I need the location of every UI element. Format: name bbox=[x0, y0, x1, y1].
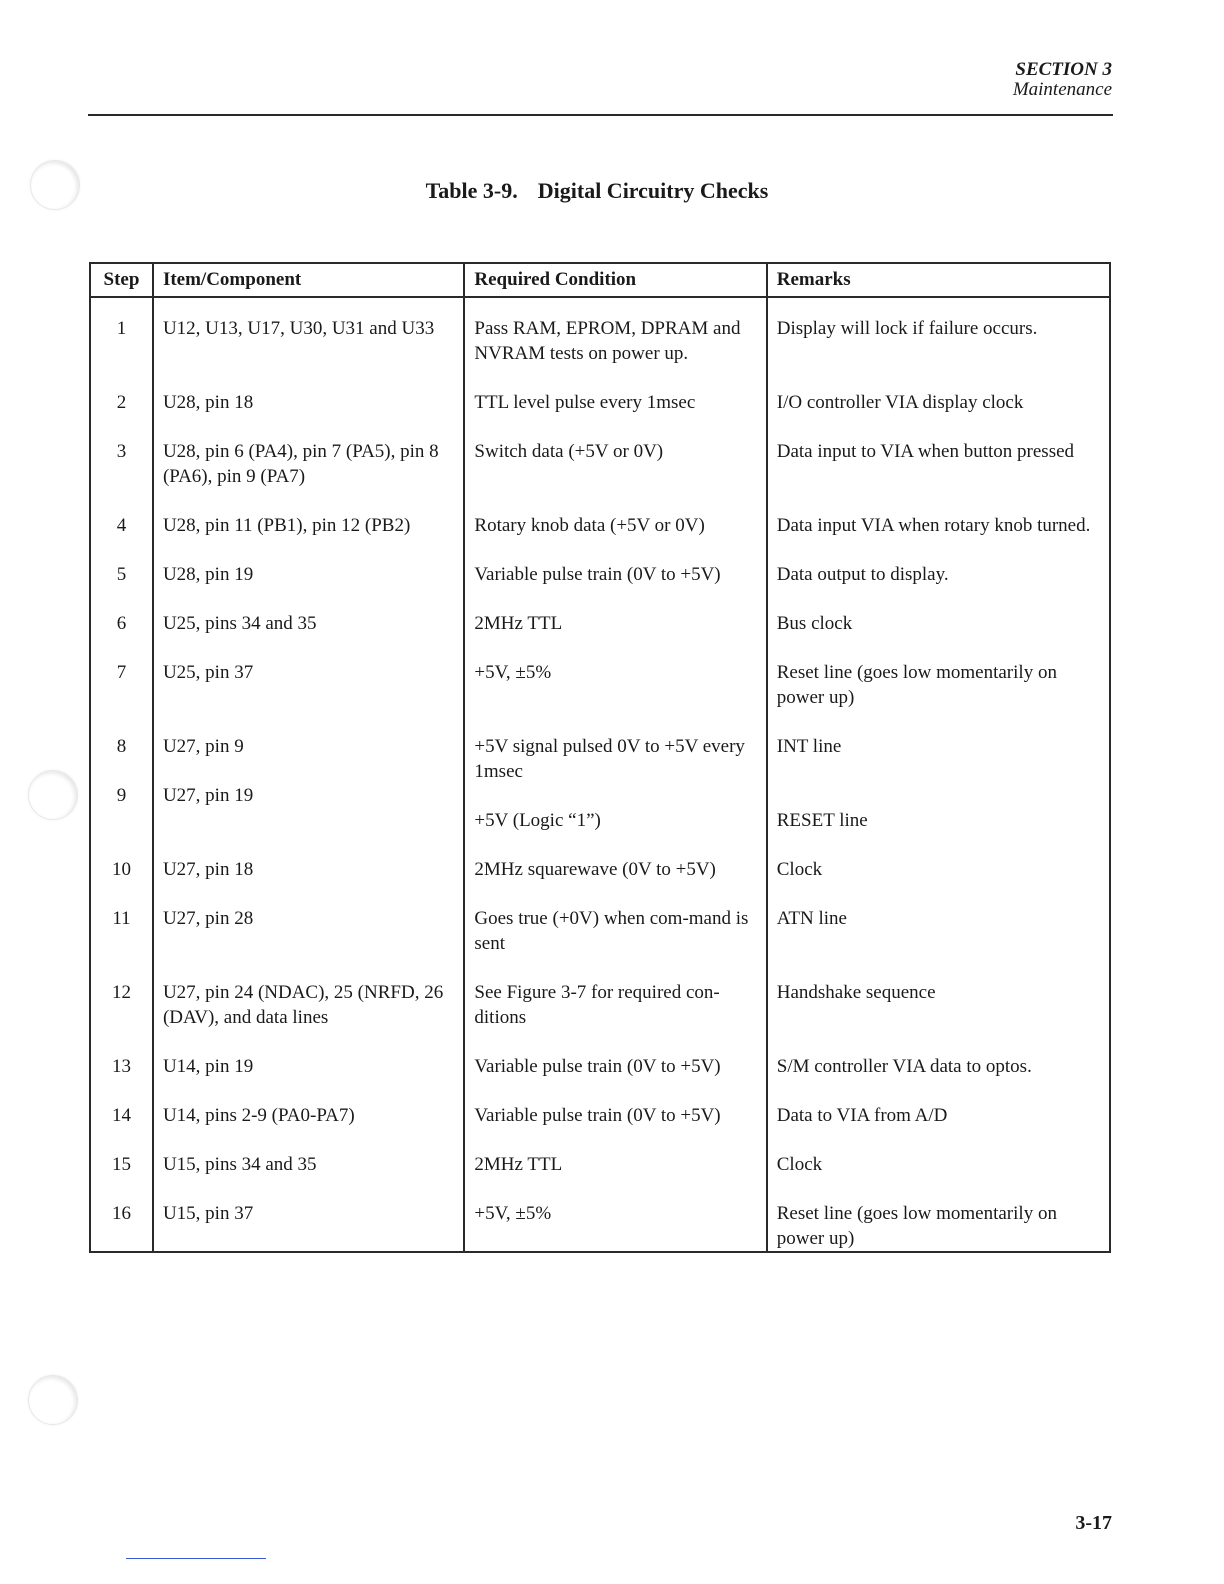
step-cell: 15 bbox=[90, 1152, 153, 1201]
item-cell: U28, pin 19 bbox=[153, 562, 464, 611]
table-row bbox=[90, 1201, 1110, 1252]
remarks-cell: Bus clock bbox=[767, 611, 1110, 660]
table-name: Digital Circuitry Checks bbox=[537, 178, 769, 203]
table-row bbox=[90, 611, 1110, 660]
step-cell: 5 bbox=[90, 562, 153, 611]
step-cell: 4 bbox=[90, 513, 153, 562]
condition-cell: Switch data (+5V or 0V) bbox=[464, 439, 766, 513]
step-cell: 13 bbox=[90, 1054, 153, 1103]
step-cell: 7 bbox=[90, 660, 153, 734]
table-row bbox=[90, 1152, 1110, 1201]
punch-hole bbox=[28, 770, 78, 820]
item-cell: U27, pin 28 bbox=[153, 906, 464, 980]
condition-cell: See Figure 3-7 for required con-ditions bbox=[464, 980, 766, 1054]
step-cell: 1 bbox=[90, 297, 153, 390]
step-cell: 10 bbox=[90, 857, 153, 906]
item-cell: U28, pin 6 (PA4), pin 7 (PA5), pin 8 (PA6), pin 9 (PA7) bbox=[153, 439, 464, 513]
remarks-cell bbox=[767, 734, 1110, 857]
item-cell: U12, U13, U17, U30, U31 and U33 bbox=[153, 297, 464, 390]
step-cell: 3 bbox=[90, 439, 153, 513]
table-row bbox=[90, 1103, 1110, 1152]
section-subtitle: Maintenance bbox=[1012, 79, 1112, 100]
condition-cell: Rotary knob data (+5V or 0V) bbox=[464, 513, 766, 562]
table-number: Table 3-9. bbox=[425, 178, 518, 203]
table-row bbox=[90, 1054, 1110, 1103]
step-cell: 12 bbox=[90, 980, 153, 1054]
remarks-cell: Display will lock if failure occurs. bbox=[767, 297, 1110, 390]
item-cell: U28, pin 18 bbox=[153, 390, 464, 439]
item-cell: U27, pin 18 bbox=[153, 857, 464, 906]
step-cell bbox=[90, 734, 153, 857]
item-cell: U14, pin 19 bbox=[153, 1054, 464, 1103]
remarks-reset: RESET line bbox=[776, 810, 868, 831]
condition-cell: +5V, ±5% bbox=[464, 660, 766, 734]
condition-cell: TTL level pulse every 1msec bbox=[464, 390, 766, 439]
bottom-rule bbox=[126, 1558, 266, 1559]
table-row bbox=[90, 513, 1110, 562]
item-cell: U14, pins 2-9 (PA0-PA7) bbox=[153, 1103, 464, 1152]
step-cell: 16 bbox=[90, 1201, 153, 1252]
table-row bbox=[90, 660, 1110, 734]
remarks-int: INT line bbox=[776, 736, 842, 757]
remarks-cell: Data to VIA from A/D bbox=[767, 1103, 1110, 1152]
item-cell bbox=[153, 734, 464, 857]
step-cell: 6 bbox=[90, 611, 153, 660]
remarks-cell: Data input VIA when rotary knob turned. bbox=[767, 513, 1110, 562]
condition-reset: +5V (Logic “1”) bbox=[474, 810, 601, 831]
condition-cell: Goes true (+0V) when com-mand is sent bbox=[464, 906, 766, 980]
remarks-cell: Clock bbox=[767, 1152, 1110, 1201]
step-8: 8 bbox=[116, 736, 127, 757]
condition-cell: Variable pulse train (0V to +5V) bbox=[464, 1054, 766, 1103]
remarks-cell: S/M controller VIA data to optos. bbox=[767, 1054, 1110, 1103]
page-number: 3-17 bbox=[1075, 1512, 1112, 1534]
digital-circuitry-checks-table bbox=[89, 262, 1111, 1253]
table-row bbox=[90, 562, 1110, 611]
item-u27-pin19: U27, pin 19 bbox=[162, 785, 254, 806]
column-header-condition: Required Condition bbox=[464, 263, 766, 297]
remarks-cell: Data output to display. bbox=[767, 562, 1110, 611]
item-cell: U27, pin 24 (NDAC), 25 (NRFD, 26 (DAV), and data lines bbox=[153, 980, 464, 1054]
condition-cell: +5V, ±5% bbox=[464, 1201, 766, 1252]
condition-cell: 2MHz TTL bbox=[464, 611, 766, 660]
condition-cell: 2MHz squarewave (0V to +5V) bbox=[464, 857, 766, 906]
item-cell: U15, pin 37 bbox=[153, 1201, 464, 1252]
table-row bbox=[90, 297, 1110, 390]
column-header-remarks: Remarks bbox=[767, 263, 1110, 297]
table-row-merged bbox=[90, 734, 1110, 857]
condition-cell: 2MHz TTL bbox=[464, 1152, 766, 1201]
header-rule bbox=[88, 114, 1113, 116]
section-title: SECTION 3 bbox=[1015, 59, 1112, 80]
column-header-step: Step bbox=[90, 263, 153, 297]
table-header-row bbox=[90, 263, 1110, 297]
section-header bbox=[1013, 60, 1112, 100]
punch-hole bbox=[28, 1375, 78, 1425]
condition-cell: Variable pulse train (0V to +5V) bbox=[464, 1103, 766, 1152]
item-cell: U15, pins 34 and 35 bbox=[153, 1152, 464, 1201]
step-cell: 14 bbox=[90, 1103, 153, 1152]
table-row bbox=[90, 857, 1110, 906]
table-row bbox=[90, 906, 1110, 980]
table-row bbox=[90, 439, 1110, 513]
condition-cell bbox=[464, 734, 766, 857]
remarks-cell: Handshake sequence bbox=[767, 980, 1110, 1054]
condition-cell: Pass RAM, EPROM, DPRAM and NVRAM tests on power up. bbox=[464, 297, 766, 390]
condition-cell: Variable pulse train (0V to +5V) bbox=[464, 562, 766, 611]
remarks-cell: Reset line (goes low momentarily on power up) bbox=[767, 660, 1110, 734]
table-row bbox=[90, 980, 1110, 1054]
table-title bbox=[0, 178, 1194, 204]
table-row bbox=[90, 390, 1110, 439]
item-u27-pin9: U27, pin 9 bbox=[162, 736, 244, 757]
condition-int: +5V signal pulsed 0V to +5V every 1msec bbox=[474, 736, 745, 782]
item-cell: U25, pin 37 bbox=[153, 660, 464, 734]
remarks-cell: Clock bbox=[767, 857, 1110, 906]
step-9: 9 bbox=[116, 785, 127, 806]
remarks-cell: Reset line (goes low momentarily on power up) bbox=[767, 1201, 1110, 1252]
column-header-item: Item/Component bbox=[153, 263, 464, 297]
step-cell: 11 bbox=[90, 906, 153, 980]
item-cell: U28, pin 11 (PB1), pin 12 (PB2) bbox=[153, 513, 464, 562]
step-cell: 2 bbox=[90, 390, 153, 439]
remarks-cell: Data input to VIA when button pressed bbox=[767, 439, 1110, 513]
item-cell: U25, pins 34 and 35 bbox=[153, 611, 464, 660]
remarks-cell: ATN line bbox=[767, 906, 1110, 980]
remarks-cell: I/O controller VIA display clock bbox=[767, 390, 1110, 439]
